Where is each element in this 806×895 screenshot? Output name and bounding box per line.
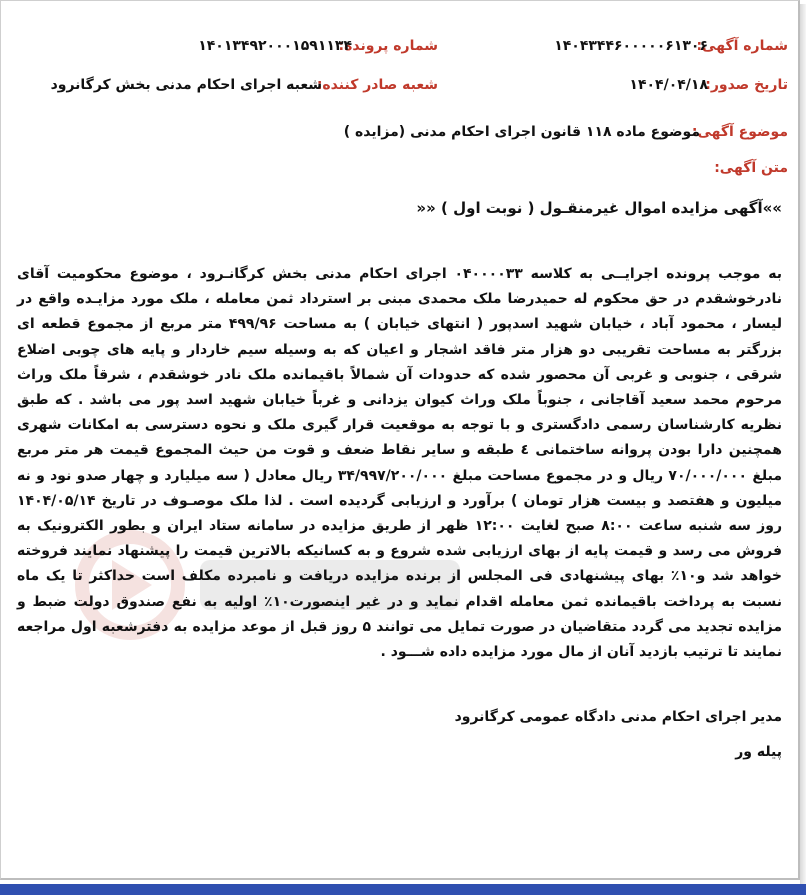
signature-title: مدیر اجرای احکام مدنی دادگاه عمومی کرگانرود	[454, 709, 782, 725]
subject-value: موضوع ماده ۱۱۸ قانون اجرای احکام مدنی (مزایده )	[343, 124, 700, 140]
bottom-strip	[0, 884, 806, 895]
signature-name: پیله ور	[735, 744, 782, 760]
ad-title: »»آگهی مزایده اموال غیرمنقـول ( نوبت اول ) ««	[416, 199, 782, 217]
ad-body-text: به موجب پرونده اجرایــی به کلاسه ۰۴۰۰۰۰۳۳ اجرای احکام مدنی بخش کرگانـرود ، موضوع محکومیت آقای نادرخوشقدم در حق محکوم له حمیدرضا ملک محمدی مبنی بر استرداد ثمن معامله ، ملک مورد مزایـده واقع در لیسار ، محمود آباد ، خیابان شهید اسدپور ( انتهای خیابان ) به مساحت ۴۹۹/۹۶ متر مربع از مجموع قطعه ای بزرگتر به مساحت تقریبی دو هزار متر فاقد اشجار و اعیان که به وسیله سیم خاردار و پایه های چوبی اضلاع شرقی ، جنوبی و غربی آن محصور شده که حدودات آن شمالاً باقیمانده ملک نادر خوشقدم ، شرقاً ملک وراث مرحوم محمد سعید آقاجانی ، جنوباً ملک وراث کیوان یزدانی و غرباً خیابان شهید اسد پور می باشد . که طبق نظریه کارشناسان رسمی دادگستری و با توجه به موقعیت قرار گیری ملک و نحوه دسترسی به امکانات شهری همچنین دارا بودن پروانه ساختمانی ٤ طبقه و سایر نقاط ضعف و قوت من حیث المجموع قیمت هر متر مربع مبلغ ۷۰/۰۰۰/۰۰۰ ریال و در مجموع مساحت مبلغ ۳۴/۹۹۷/۲۰۰/۰۰۰ ریال معادل ( سه میلیارد و چهار صدو نود و نه میلیون و هفتصد و بیست هزار تومان ) برآورد و ارزیابی گردیده است . لذا ملک موصـوف در تاریخ ۱۴۰۴/۰۵/۱۴ روز سه شنبه ساعت ۸:۰۰ صبح لغایت ۱۲:۰۰ ظهر از طریق مزایده در سامانه ستاد ایران و بطور الکترونیک به فروش می رسد و قیمت پایه از بهای ارزیابی شده شروع و به کسانیکه بالاترین قیمت را پیشنهاد نمایند فروخته خواهد شد و۱۰٪ بهای پیشنهادی فی المجلس از برنده مزایده دریافت و نامبرده مکلف است حداکثر تا یک ماه نسبت به پرداخت باقیمانده ثمن معامله اقدام نماید و در غیر اینصورت۱۰٪ اولیه به نفع صندوق دولت ضبط و مزایده تجدید می گردد متقاضیان در صورت تمایل می توانند ۵ روز قبل از موعد مزایده به دفترشعبه اول مراجعه نمایند تا ترتیب بازدید آنان از مال مورد مزایده داده شـــود .	[17, 266, 783, 661]
case-number-label: شماره پرونده:	[338, 38, 438, 54]
issue-date-label: تاریخ صدور:	[705, 77, 788, 93]
issuer-value: شعبه اجرای احکام مدنی بخش کرگانرود	[50, 77, 322, 93]
frame-shadow	[800, 4, 806, 884]
issue-date-value: ۱۴۰۴/۰۴/۱۸	[629, 77, 708, 93]
issuer-label: شعبه صادر کننده:	[316, 77, 438, 93]
subject-label: موضوع آگهی:	[691, 124, 788, 140]
ad-text-label: متن آگهی:	[714, 160, 788, 176]
ad-number-label: شماره آگهی:	[696, 38, 788, 54]
case-number-value: ۱۴۰۱۳۴۹۲۰۰۰۱۵۹۱۱۳۴	[198, 38, 352, 54]
ad-number-value: ۱۴۰۴۳۴۴۶۰۰۰۰۰۶۱۳۰۶	[554, 38, 708, 54]
